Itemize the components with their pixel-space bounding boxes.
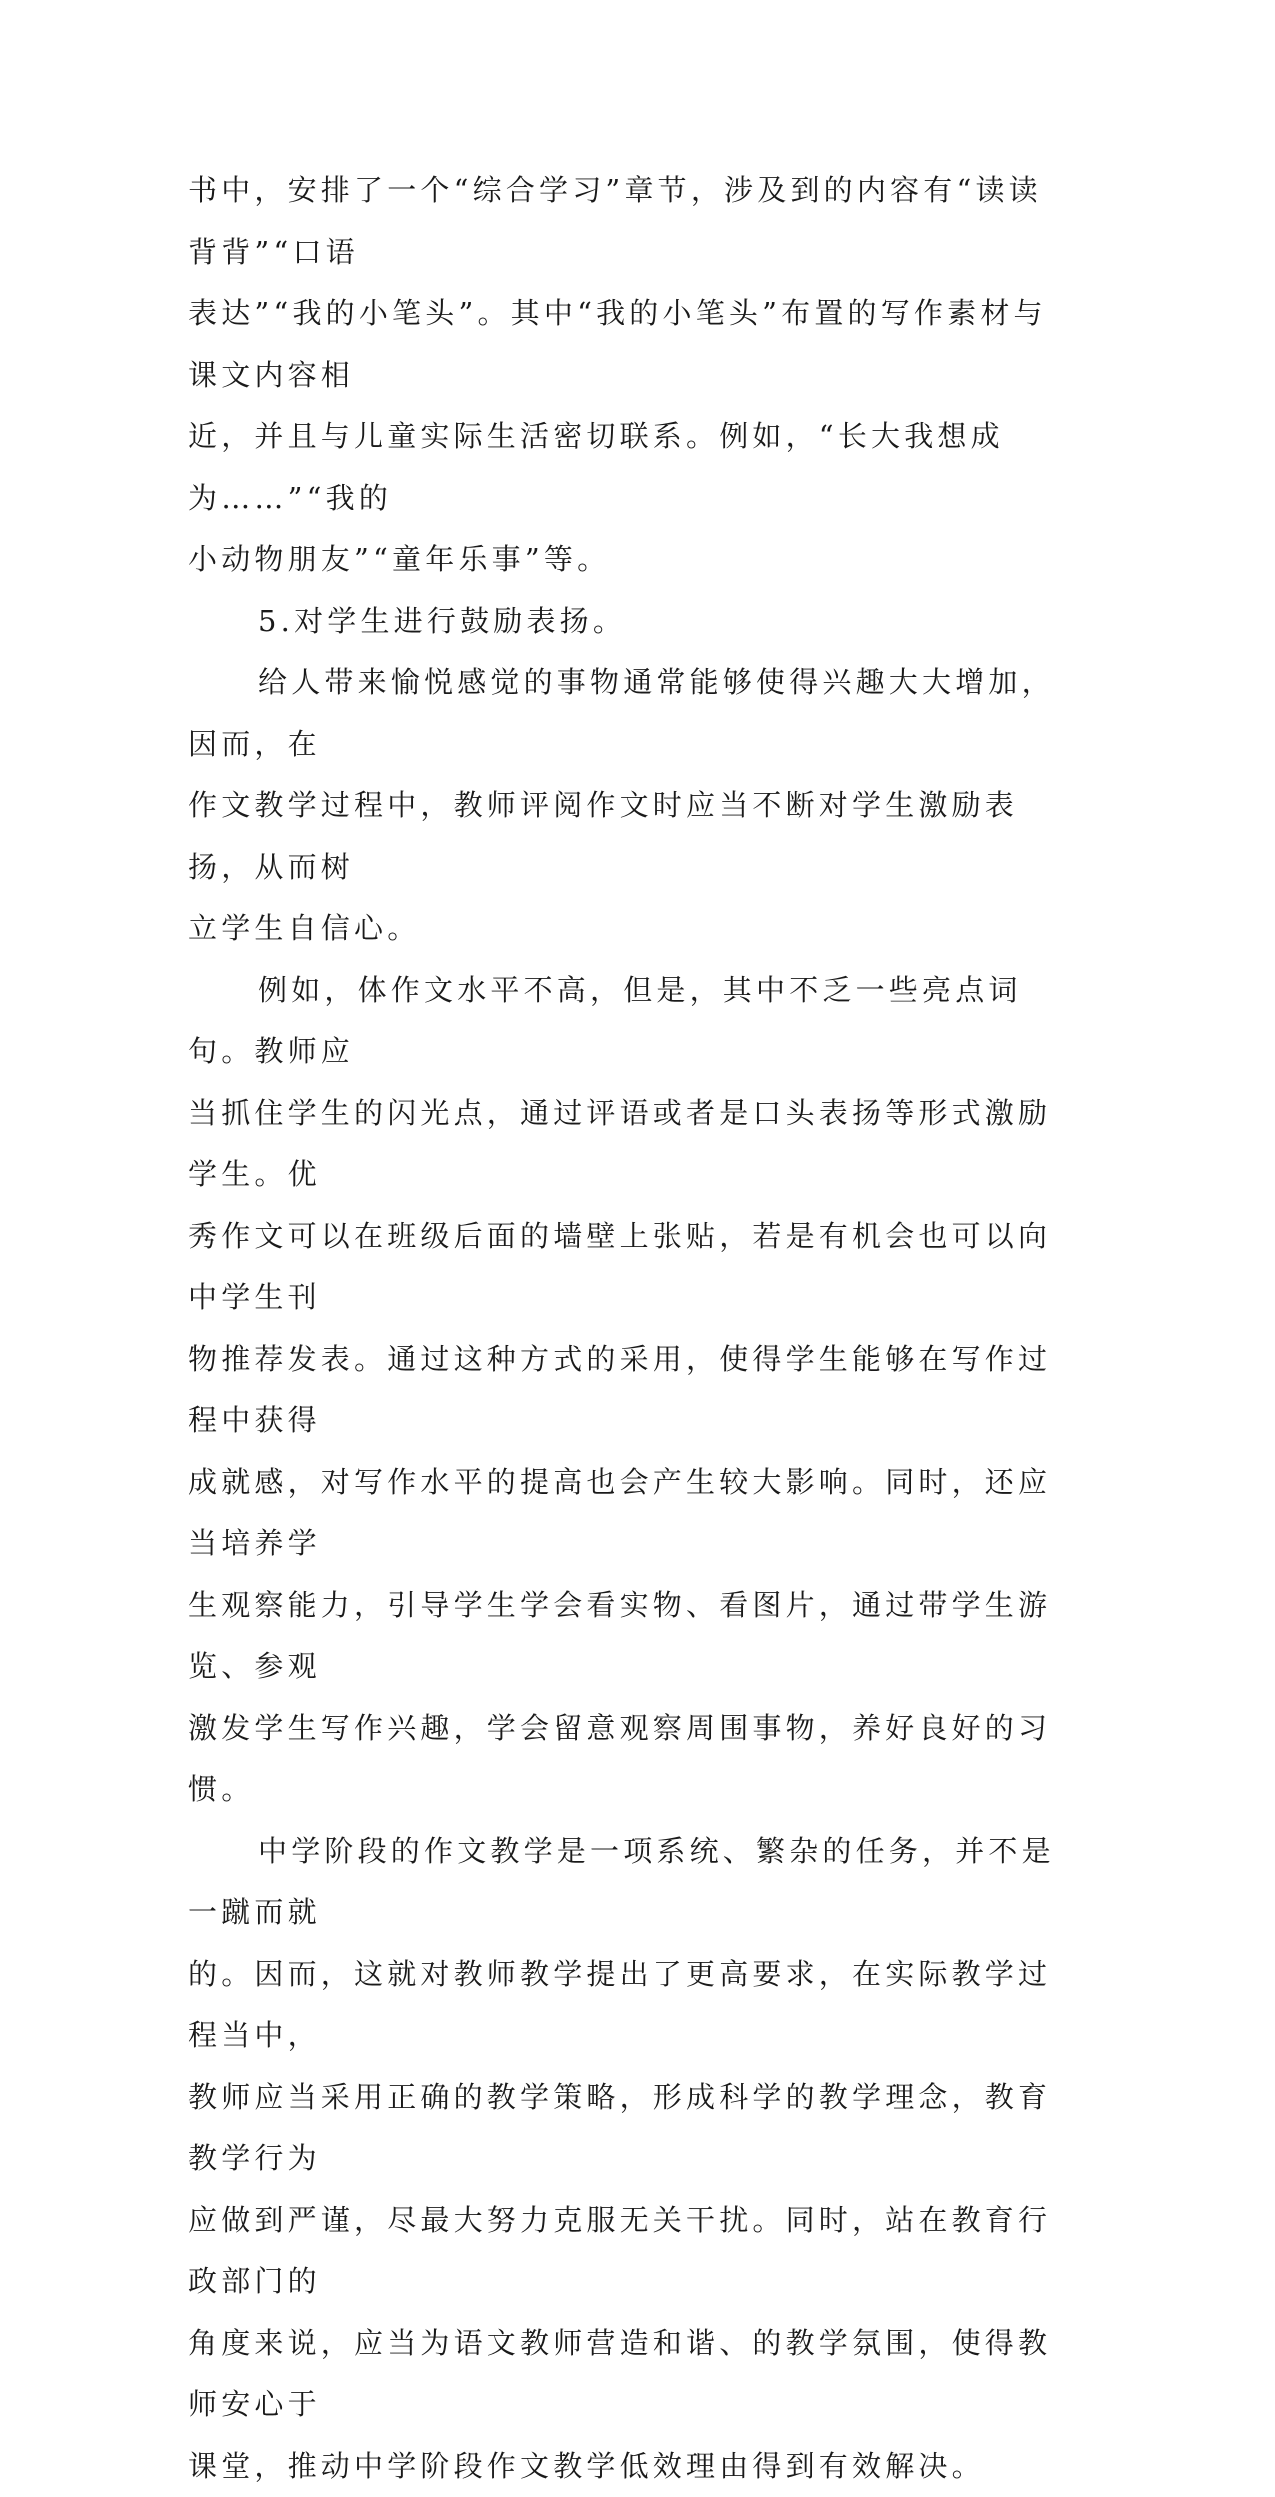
paragraph-pleasure-interest: [188, 652, 1068, 960]
document-body: [188, 160, 1068, 2497]
text-line: 给人带来愉悦感觉的事物通常能够使得兴趣大大增加，因而，在: [188, 665, 1055, 761]
text-line: 的。因而，这就对教师教学提出了更高要求，在实际教学过程当中，: [188, 1957, 1051, 2053]
text-line: 书中，安排了一个“综合学习”章节，涉及到的内容有“读读背背”“口语: [188, 173, 1042, 269]
text-line: 物推荐发表。通过这种方式的采用，使得学生能够在写作过程中获得: [188, 1342, 1051, 1438]
text-line: 成就感，对写作水平的提高也会产生较大影响。同时，还应当培养学: [188, 1465, 1051, 1561]
text-line: 小动物朋友”“童年乐事”等。: [188, 542, 610, 576]
text-line: 5.对学生进行鼓励表扬。: [258, 604, 626, 638]
paragraph-comprehensive-study: [188, 160, 1068, 591]
text-line: 近，并且与儿童实际生活密切联系。例如，“长大我想成为……”“我的: [188, 419, 1004, 515]
text-line: 激发学生写作兴趣，学会留意观察周围事物，养好良好的习惯。: [188, 1711, 1051, 1807]
paragraph-example-highlights: [188, 960, 1068, 1821]
text-line: 生观察能力，引导学生学会看实物、看图片，通过带学生游览、参观: [188, 1588, 1051, 1684]
text-line: 立学生自信心。: [188, 911, 420, 945]
section-heading-encourage-praise: [188, 591, 1068, 653]
text-line: 表达”“我的小笔头”。其中“我的小笔头”布置的写作素材与课文内容相: [188, 296, 1047, 392]
text-line: 教师应当采用正确的教学策略，形成科学的教学理念，教育教学行为: [188, 2080, 1051, 2176]
text-line: 中学阶段的作文教学是一项系统、繁杂的任务，并不是一蹴而就: [188, 1834, 1055, 1930]
text-line: 当抓住学生的闪光点，通过评语或者是口头表扬等形式激励学生。优: [188, 1096, 1051, 1192]
text-line: 应做到严谨，尽最大努力克服无关干扰。同时，站在教育行政部门的: [188, 2203, 1051, 2299]
text-line: 秀作文可以在班级后面的墙壁上张贴，若是有机会也可以向中学生刊: [188, 1219, 1051, 1315]
text-line: 角度来说，应当为语文教师营造和谐、的教学氛围，使得教师安心于: [188, 2326, 1051, 2422]
paragraph-conclusion: [188, 1821, 1068, 2497]
text-line: 课堂，推动中学阶段作文教学低效理由得到有效解决。: [188, 2449, 985, 2483]
text-line: 作文教学过程中，教师评阅作文时应当不断对学生激励表扬，从而树: [188, 788, 1018, 884]
text-line: 例如，体作文水平不高，但是，其中不乏一些亮点词句。教师应: [188, 973, 1022, 1069]
